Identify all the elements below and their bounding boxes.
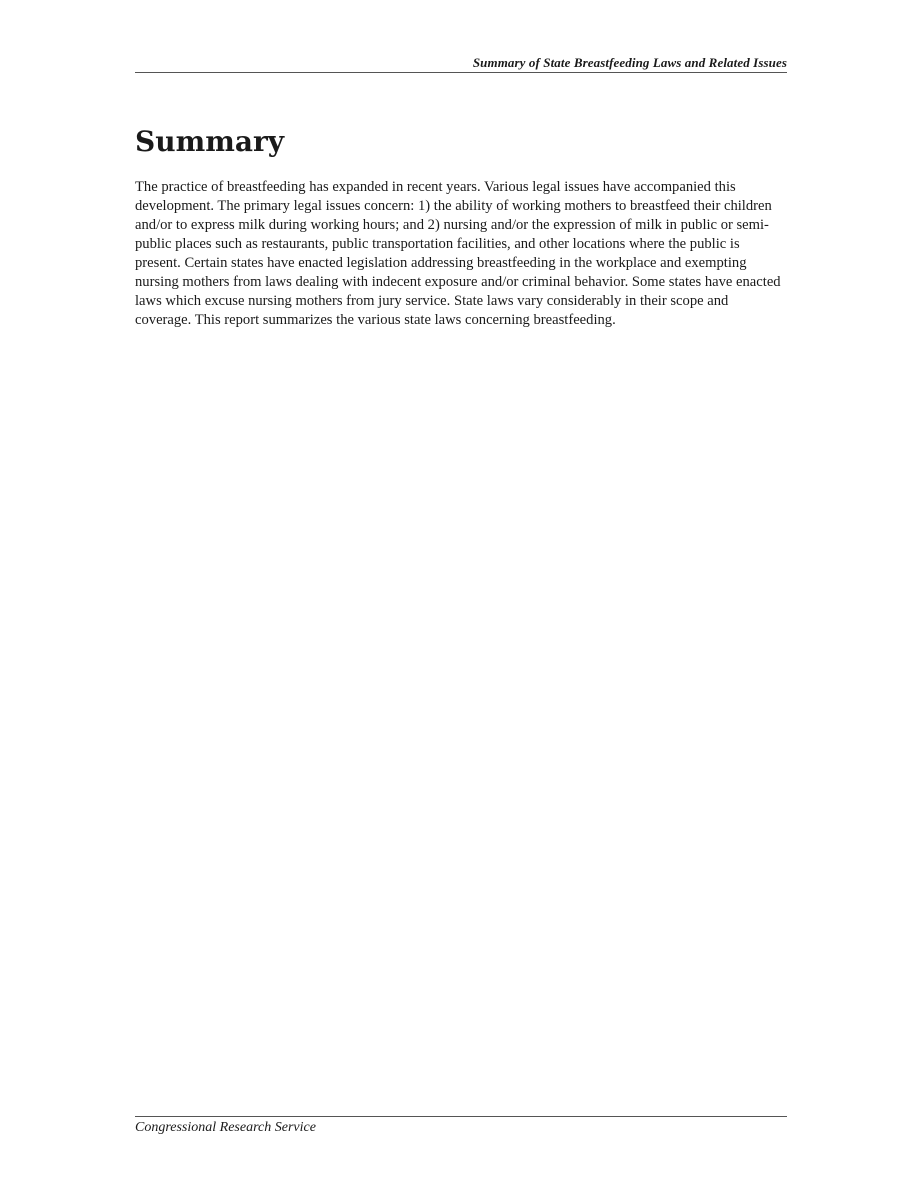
footer-rule: [135, 1116, 787, 1117]
footer-organization: Congressional Research Service: [135, 1120, 316, 1135]
summary-paragraph: The practice of breastfeeding has expanded in recent years. Various legal issues have accompanied this development. The primary legal issues concern: 1) the ability of working mothers to breastfeed their children and/or to express milk during working hours; and 2) nursing and/or the expression of milk in public or semi-public places such as restaurants, public transportation facilities, and other locations where the public is present. Certain states have enacted legislation addressing breastfeeding in the workplace and exempting nursing mothers from laws dealing with indecent exposure and/or criminal behavior. Some states have enacted laws which excuse nursing mothers from jury service. State laws vary considerably in their scope and coverage. This report summarizes the various state laws concerning breastfeeding.: [135, 179, 781, 328]
running-header: Summary of State Breastfeeding Laws and Related Issues: [472, 55, 787, 70]
header-rule: [135, 72, 787, 73]
section-title: Summary: [135, 125, 284, 158]
